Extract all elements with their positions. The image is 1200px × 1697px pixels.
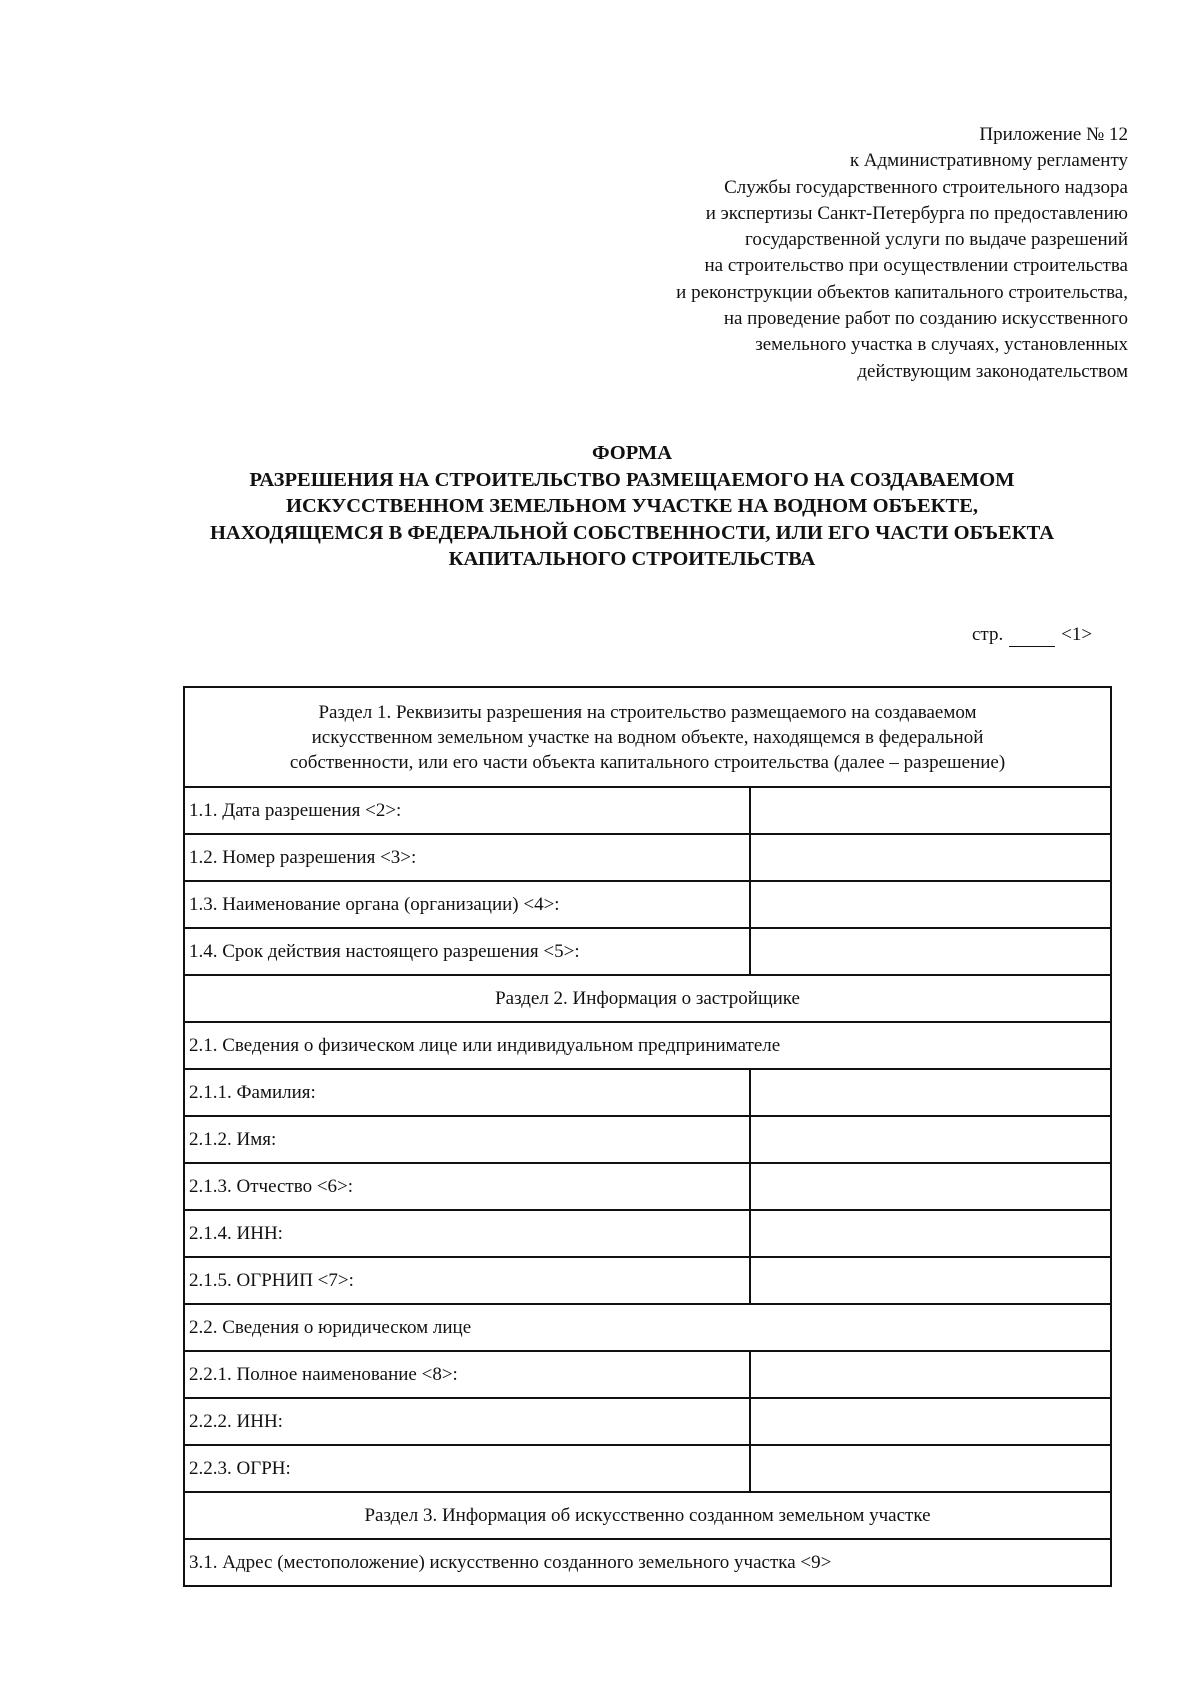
table-row [184,1116,1111,1163]
validity-period-label: 1.4. Срок действия настоящего разрешения <5>: [184,928,750,975]
permit-number-field[interactable] [750,834,1111,881]
appendix-line: на строительство при осуществлении строительства [704,255,1128,277]
title-line: ИСКУССТВЕННОМ ЗЕМЕЛЬНОМ УЧАСТКЕ НА ВОДНОМ ОБЪЕКТЕ, [286,495,978,517]
patronymic-label: 2.1.3. Отчество <6>: [184,1163,750,1210]
section-1-header [184,687,1111,787]
section-1-header-row [184,687,1111,787]
surname-label: 2.1.1. Фамилия: [184,1069,750,1116]
land-plot-address-label: 3.1. Адрес (местоположение) искусственно созданного земельного участка <9> [184,1539,1111,1586]
section-3-header-row [184,1492,1111,1539]
first-name-field[interactable] [750,1116,1111,1163]
section-1-line: собственности, или его части объекта капитального строительства (далее – разрешение) [289,751,1006,773]
permit-date-field[interactable] [750,787,1111,834]
ogrnip-field[interactable] [750,1257,1111,1304]
section-1-line: Раздел 1. Реквизиты разрешения на строительство размещаемого на создаваемом [318,701,977,723]
title-line: КАПИТАЛЬНОГО СТРОИТЕЛЬСТВА [448,548,816,570]
issuing-authority-label: 1.3. Наименование органа (организации) <4>: [184,881,750,928]
document-title [150,440,1114,573]
table-row [184,1304,1111,1351]
table-row [184,1539,1111,1586]
full-name-field[interactable] [750,1351,1111,1398]
table-row [184,1069,1111,1116]
permit-form-table [183,686,1112,1587]
ogrn-field[interactable] [750,1445,1111,1492]
appendix-line: государственной услуги по выдаче разрешений [745,229,1128,251]
table-row [184,787,1111,834]
appendix-header [488,122,1128,385]
page-footnote: <1> [1061,624,1093,645]
page-number-ref [972,624,1092,647]
section-3-header: Раздел 3. Информация об искусственно созданном земельном участке [184,1492,1111,1539]
permit-number-label: 1.2. Номер разрешения <3>: [184,834,750,881]
appendix-line: действующим законодательством [857,360,1128,382]
table-row [184,1445,1111,1492]
ogrn-label: 2.2.3. ОГРН: [184,1445,750,1492]
appendix-line: Приложение № 12 [979,124,1128,145]
table-row [184,1210,1111,1257]
appendix-line: к Административному регламенту [849,150,1128,172]
appendix-line: на проведение работ по созданию искусственного [723,308,1128,330]
full-name-label: 2.2.1. Полное наименование <8>: [184,1351,750,1398]
legal-entity-heading: 2.2. Сведения о юридическом лице [184,1304,1111,1351]
table-row [184,1398,1111,1445]
section-1-line: искусственном земельном участке на водном объекте, находящемся в федеральной [311,726,984,748]
table-row [184,881,1111,928]
surname-field[interactable] [750,1069,1111,1116]
title-line: РАЗРЕШЕНИЯ НА СТРОИТЕЛЬСТВО РАЗМЕЩАЕМОГО НА СОЗДАВАЕМОМ [249,468,1015,491]
title-line: ФОРМА [591,442,673,464]
appendix-line: и экспертизы Санкт-Петербурга по предоставлению [705,202,1128,224]
table-row [184,834,1111,881]
appendix-line: земельного участка в случаях, установленных [755,334,1128,356]
legal-inn-label: 2.2.2. ИНН: [184,1398,750,1445]
individual-inn-field[interactable] [750,1210,1111,1257]
patronymic-field[interactable] [750,1163,1111,1210]
first-name-label: 2.1.2. Имя: [184,1116,750,1163]
table-row [184,1022,1111,1069]
individual-inn-label: 2.1.4. ИНН: [184,1210,750,1257]
appendix-line: Службы государственного строительного надзора [724,176,1128,198]
section-2-header-row [184,975,1111,1022]
validity-period-field[interactable] [750,928,1111,975]
permit-date-label: 1.1. Дата разрешения <2>: [184,787,750,834]
ogrnip-label: 2.1.5. ОГРНИП <7>: [184,1257,750,1304]
table-row [184,1257,1111,1304]
issuing-authority-field[interactable] [750,881,1111,928]
page-prefix: стр. [972,624,1004,645]
legal-inn-field[interactable] [750,1398,1111,1445]
title-line: НАХОДЯЩЕМСЯ В ФЕДЕРАЛЬНОЙ СОБСТВЕННОСТИ, ИЛИ ЕГО ЧАСТИ ОБЪЕКТА [209,521,1055,544]
table-row [184,928,1111,975]
table-row [184,1163,1111,1210]
table-row [184,1351,1111,1398]
page-number-blank[interactable] [1009,624,1055,647]
individual-info-heading: 2.1. Сведения о физическом лице или индивидуальном предпринимателе [184,1022,1111,1069]
section-2-header: Раздел 2. Информация о застройщике [184,975,1111,1022]
appendix-line: и реконструкции объектов капитального строительства, [676,281,1128,303]
